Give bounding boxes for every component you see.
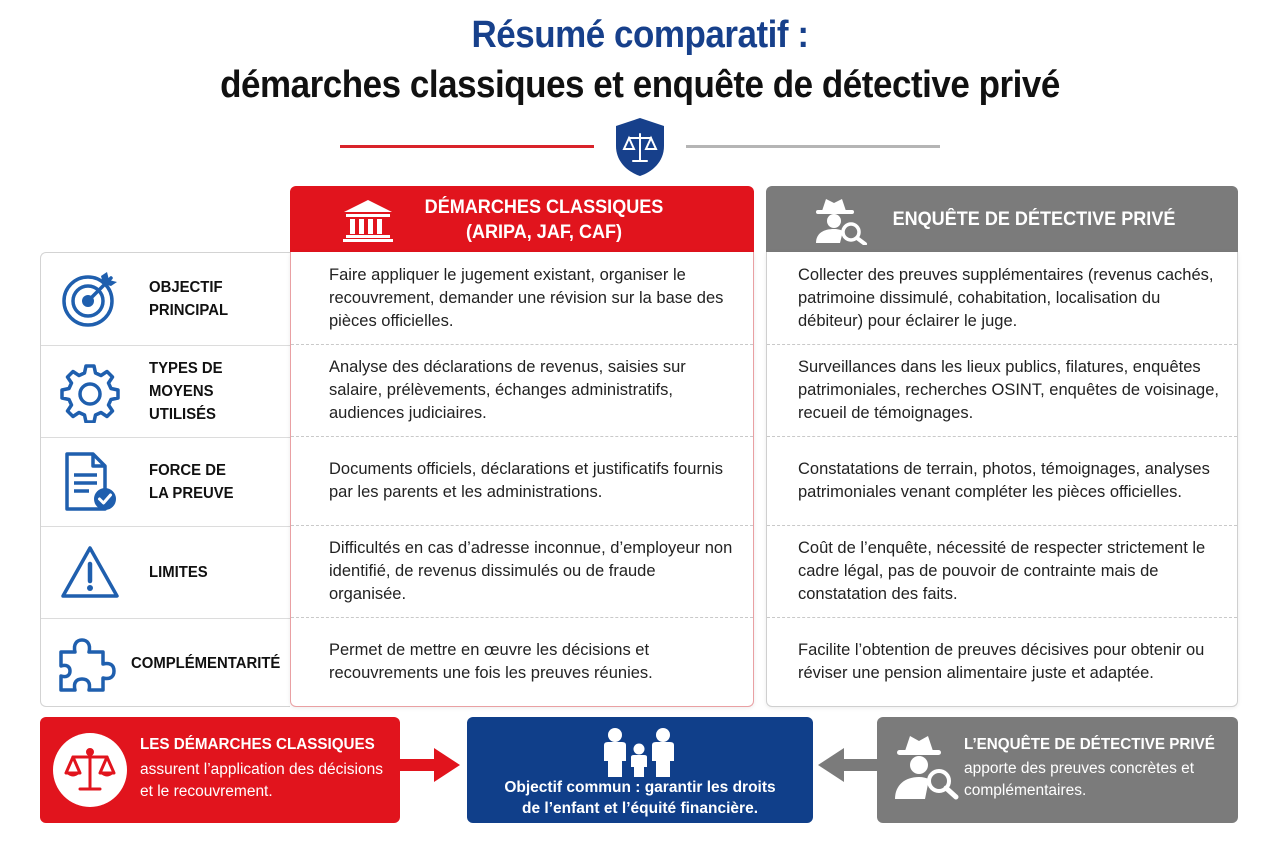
- courthouse-icon: [342, 198, 394, 242]
- detective-cell: Constatations de terrain, photos, témoignages, analyses patrimoniales venant compléter les pièces officielles.: [767, 436, 1237, 525]
- classic-cell: Difficultés en cas d’adresse inconnue, d’employeur non identifié, de revenus dissimulés ou de fraude organisée.: [291, 525, 753, 617]
- family-icon: [598, 727, 680, 777]
- scales-icon: [53, 733, 127, 807]
- detective-cell: Coût de l’enquête, nécessité de respecter strictement le cadre légal, pas de pouvoir de contrainte mais de constatation des faits.: [767, 525, 1237, 617]
- column-header-detective: [766, 186, 1238, 253]
- criterion-label: COMPLÉMENTARITÉ: [131, 654, 281, 672]
- criterion-row: [41, 253, 290, 345]
- column-header-classic: [290, 186, 754, 253]
- detective-magnifier-icon: [810, 195, 870, 245]
- document-check-icon: [59, 451, 121, 513]
- criterion-label: OBJECTIF PRINCIPAL: [149, 279, 229, 319]
- detective-cell: Surveillances dans les lieux publics, filatures, enquêtes patrimoniales, recherches OSINT, enquêtes de voisinage, recueil de témoignages.: [767, 344, 1237, 436]
- classic-column: [290, 252, 754, 707]
- gear-icon: [59, 361, 121, 423]
- classic-cell: Permet de mettre en œuvre les décisions et recouvrements une fois les preuves réunies.: [291, 617, 753, 706]
- arrow-right-icon: [400, 748, 460, 782]
- summary-classic-box: [40, 717, 400, 823]
- arrow-left-icon: [818, 748, 878, 782]
- summary-classic-title: LES DÉMARCHES CLASSIQUES: [140, 736, 375, 753]
- summary-classic-text: assurent l’application des décisions et le recouvrement.: [140, 761, 383, 800]
- criterion-row: [41, 437, 290, 526]
- column-header-classic-line1: DÉMARCHES CLASSIQUES: [424, 196, 664, 218]
- warning-icon: [59, 542, 121, 604]
- detective-magnifier-icon: [891, 731, 959, 801]
- criterion-label: FORCE DE LA PREUVE: [149, 462, 234, 502]
- target-icon: [59, 268, 121, 330]
- summary-detective-box: [877, 717, 1238, 823]
- divider-right: [686, 145, 940, 148]
- page-title: Résumé comparatif :: [471, 14, 809, 56]
- detective-column: [766, 252, 1238, 707]
- criterion-row: [41, 618, 290, 707]
- classic-cell: Analyse des déclarations de revenus, saisies sur salaire, prélèvements, échanges administratifs, audiences judiciaires.: [291, 344, 753, 436]
- classic-cell: Documents officiels, déclarations et justificatifs fournis par les parents et les administrations.: [291, 436, 753, 525]
- criterion-row: [41, 345, 290, 437]
- column-header-classic-line2: (ARIPA, JAF, CAF): [465, 221, 623, 243]
- shield-scales-icon: [612, 116, 668, 178]
- page-subtitle: démarches classiques et enquête de détective privé: [220, 64, 1060, 106]
- summary-detective-text: apporte des preuves concrètes et complémentaires.: [964, 760, 1195, 799]
- criterion-label: TYPES DE MOYENS UTILISÉS: [149, 360, 223, 423]
- detective-cell: Facilite l’obtention de preuves décisives pour obtenir ou réviser une pension alimentaire juste et adaptée.: [767, 617, 1237, 706]
- puzzle-icon: [55, 632, 117, 694]
- summary-common-box: [467, 717, 813, 823]
- column-header-detective-title: ENQUÊTE DE DÉTECTIVE PRIVÉ: [892, 209, 1176, 230]
- divider-left: [340, 145, 594, 148]
- classic-cell: Faire appliquer le jugement existant, organiser le recouvrement, demander une révision sur la base des pièces officielles.: [329, 265, 724, 330]
- criteria-panel: [40, 252, 290, 707]
- summary-common-text: Objectif commun : garantir les droits de l’enfant et l’équité financière.: [504, 779, 776, 817]
- summary-classic-badge: [53, 733, 127, 807]
- detective-cell: Collecter des preuves supplémentaires (revenus cachés, patrimoine dissimulé, cohabitation, localisation du débiteur) pour éclairer le juge.: [798, 265, 1214, 330]
- criterion-label: LIMITES: [149, 564, 208, 581]
- criterion-row: [41, 526, 290, 618]
- summary-detective-title: L’ENQUÊTE DE DÉTECTIVE PRIVÉ: [964, 736, 1215, 753]
